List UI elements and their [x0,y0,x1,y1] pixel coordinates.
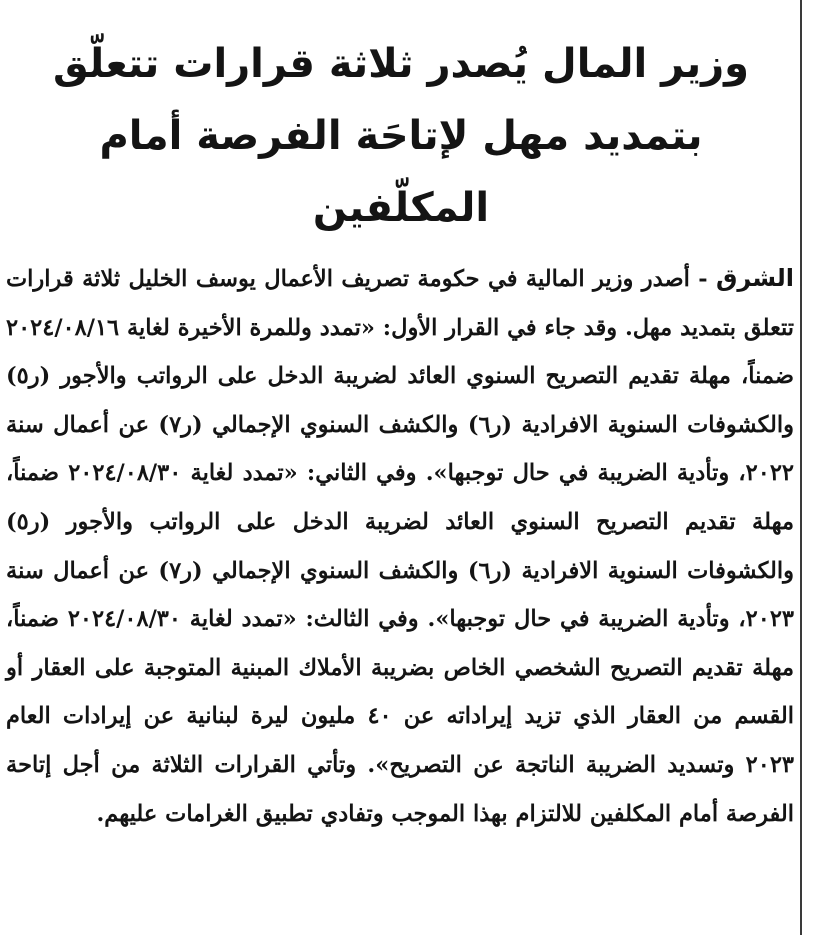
article-headline [6,28,796,244]
headline-line-2: بتمديد مهل لإتاحَة الفرصة أمام المكلّفين [99,113,703,231]
article-dateline: الشرق [715,264,794,292]
news-article [6,28,796,838]
column-divider-rule [800,0,802,935]
article-body [6,254,794,838]
headline-line-1: وزير المال يُصدر ثلاثة قرارات تتعلّق [53,41,749,87]
article-body-text: - أصدر وزير المالية في حكومة تصريف الأعمال يوسف الخليل ثلاثة قرارات تتعلق بتمديد مهل. وقد جاء في القرار الأول: «تمدد وللمرة الأخيرة لغاية ٢٠٢٤/٠٨/١٦ ضمناً، مهلة تقديم التصريح السنوي العائد لضريبة الدخل على الرواتب والأجور (ر٥) والكشوفات السنوية الافرادية (ر٦) والكشف السنوي الإجمالي (ر٧) عن أعمال سنة ٢٠٢٢، وتأدية الضريبة في حال توجبها». وفي الثاني: «تمدد لغاية ٢٠٢٤/٠٨/٣٠ ضمناً، مهلة تقديم التصريح السنوي العائد لضريبة الدخل على الرواتب والأجور (ر٥) والكشوفات السنوية الافرادية (ر٦) والكشف السنوي الإجمالي (ر٧) عن أعمال سنة ٢٠٢٣، وتأدية الضريبة في حال توجبها». وفي الثالث: «تمدد لغاية ٢٠٢٤/٠٨/٣٠ ضمناً، مهلة تقديم التصريح الشخصي الخاص بضريبة الأملاك المبنية المتوجبة على العقار أو القسم من العقار الذي تزيد إيراداته عن ٤٠ مليون ليرة لبنانية عن إيرادات العام ٢٠٢٣ وتسديد الضريبة الناتجة عن التصريح». وتأتي القرارات الثلاثة من أجل إتاحة الفرصة أمام المكلفين للالتزام بهذا الموجب وتفادي تطبيق الغرامات عليهم. [6,266,795,827]
